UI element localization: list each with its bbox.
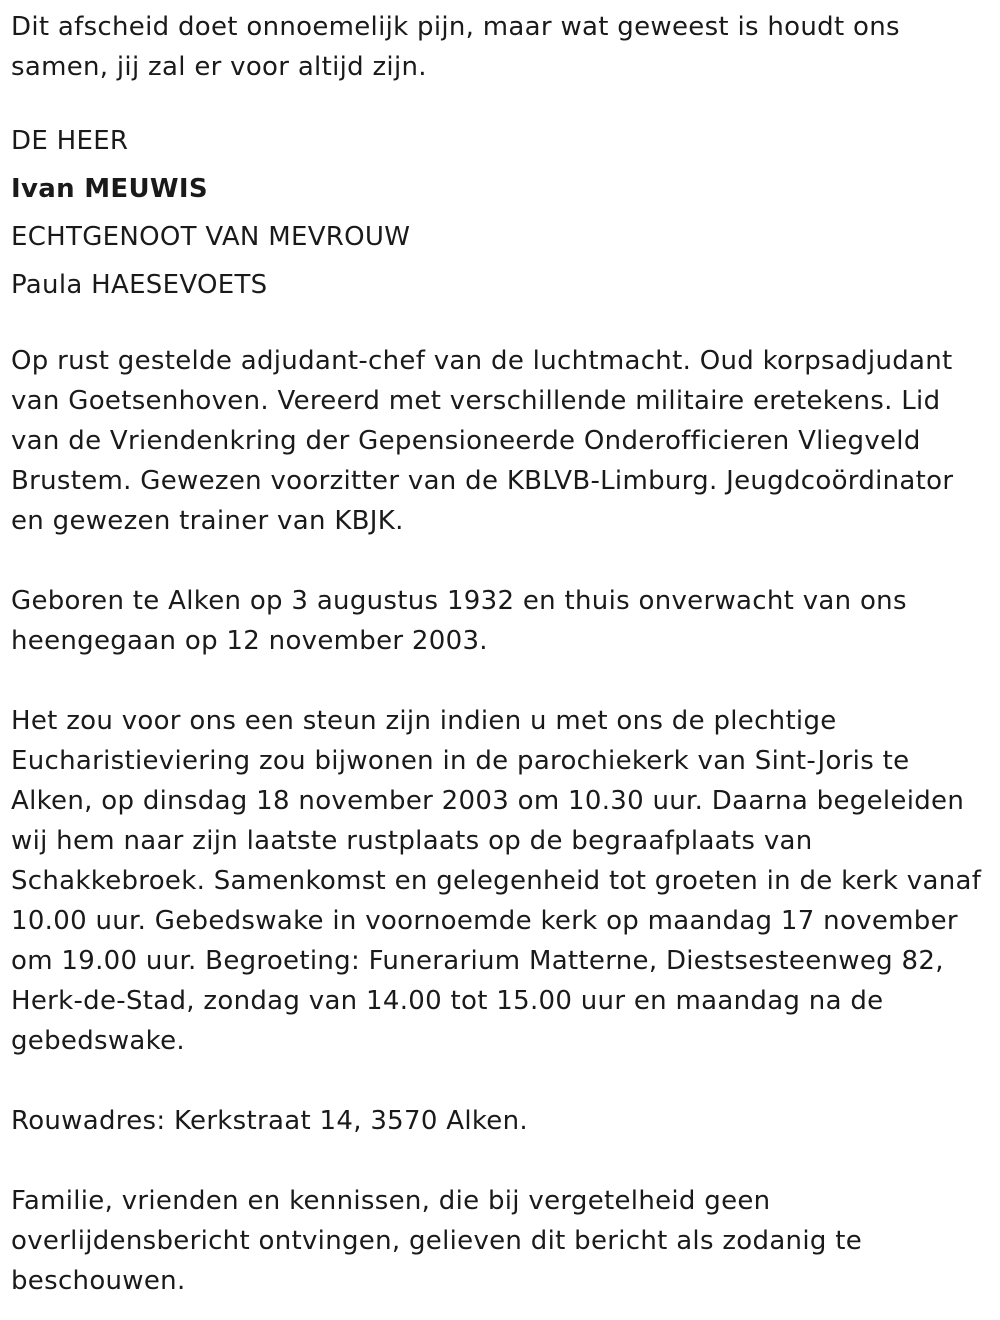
birth-death-text: Geboren te Alken op 3 augustus 1932 en thuis onverwacht van ons heengegaan op 12 november 2003. (11, 586, 907, 656)
address-text: Rouwadres: Kerkstraat 14, 3570 Alken. (11, 1106, 528, 1136)
ceremony-text: Het zou voor ons een steun zijn indien u met ons de plechtige Eucharistieviering zou bijwonen in de parochiekerk van Sint-Joris te Alken, op dinsdag 18 november 2003 om 10.30 uur. Daarna begeleiden wij hem naar zijn laatste rustplaats op de begraafplaats van Schakkebroek. Samenkomst en gelegenheid tot groeten in de kerk vanaf 10.00 uur. Gebedswake in voornoemde kerk op maandag 17 november om 19.00 uur. Begroeting: Funerarium Matterne, Diestsesteenweg 82, Herk-de-Stad, zondag van 14.00 tot 15.00 uur en maandag na de gebedswake. (11, 706, 982, 1056)
biography-text: Op rust gestelde adjudant-chef van de luchtmacht. Oud korpsadjudant van Goetsenhoven. Vereerd met verschillende militaire eretekens. Lid van de Vriendenkring der Gepensioneerde Onderofficieren Vliegveld Brustem. Gewezen voorzitter van de KBLVB-Limburg. Jeugdcoördinator en gewezen trainer van KBJK. (11, 346, 954, 536)
deceased-header (11, 117, 1000, 309)
spouse-name: Paula HAESEVOETS (11, 270, 268, 300)
closing-text: Familie, vrienden en kennissen, die bij vergetelheid geen overlijdensbericht ontvingen, gelieven dit bericht als zodanig te beschouwen. (11, 1186, 863, 1296)
opening-text: Dit afscheid doet onnoemelijk pijn, maar wat geweest is houdt ons samen, jij zal er voor altijd zijn. (11, 12, 900, 82)
relation-text: ECHTGENOOT VAN MEVROUW (11, 222, 411, 252)
title-prefix: DE HEER (11, 126, 129, 156)
deceased-name: Ivan MEUWIS (11, 174, 208, 204)
